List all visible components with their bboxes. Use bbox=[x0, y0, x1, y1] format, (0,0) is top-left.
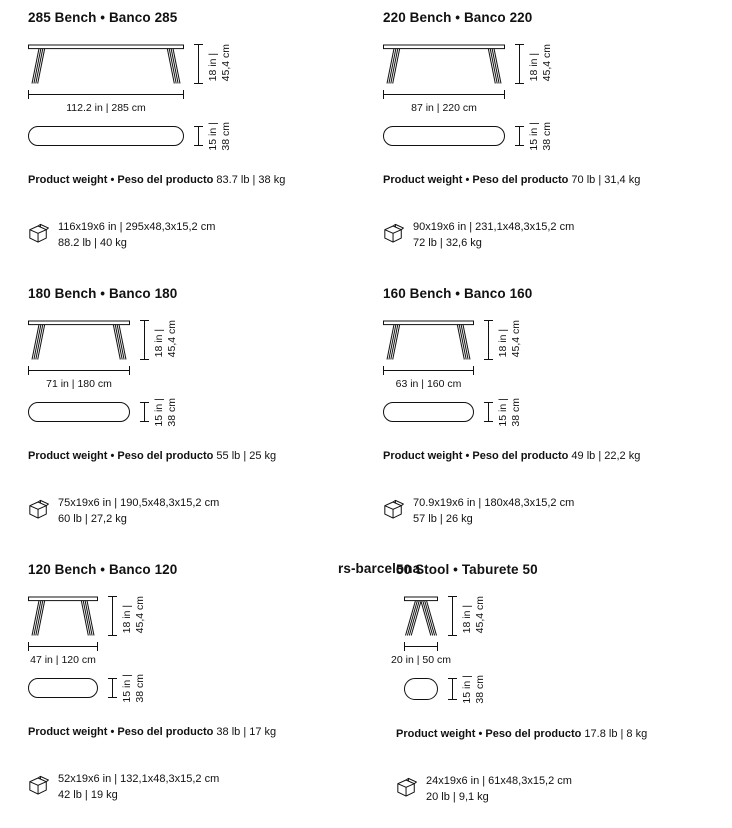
drawing-area bbox=[28, 320, 366, 427]
product-section bbox=[0, 276, 366, 552]
top-view-drawing bbox=[404, 678, 438, 700]
packaging-text bbox=[58, 496, 219, 527]
height-dimension-cm: 45,4 cm bbox=[541, 44, 554, 82]
packaging-row bbox=[383, 496, 732, 527]
width-dimension-line bbox=[28, 366, 130, 375]
product-weight-line bbox=[396, 728, 732, 740]
product-weight-label: Product weight • Peso del producto bbox=[383, 174, 572, 187]
package-weight: 60 lb | 27,2 kg bbox=[58, 512, 127, 525]
depth-dimension-line bbox=[484, 402, 493, 422]
top-view-row bbox=[383, 121, 732, 151]
packaging-text bbox=[426, 774, 572, 805]
height-dimension-line bbox=[515, 44, 524, 84]
depth-dimension-inches: 15 in | bbox=[461, 675, 473, 704]
height-dimension-line bbox=[448, 596, 457, 636]
depth-dimension-label bbox=[207, 122, 233, 151]
product-title: 50 Stool • Taburete 50 bbox=[396, 562, 538, 577]
depth-dimension-label bbox=[153, 398, 179, 427]
width-dimension-label: 47 in | 120 cm bbox=[30, 654, 96, 667]
drawing-area bbox=[391, 596, 732, 704]
depth-dimension-inches: 15 in | bbox=[121, 674, 133, 703]
product-title: 220 Bench • Banco 220 bbox=[383, 10, 533, 25]
brand-watermark: rs-barcelona bbox=[338, 561, 421, 576]
packaging-row bbox=[28, 496, 366, 527]
product-weight-label: Product weight • Peso del producto bbox=[28, 174, 217, 187]
product-weight-line bbox=[28, 450, 366, 462]
side-view-drawing bbox=[28, 320, 130, 360]
product-weight-value: 38 lb | 17 kg bbox=[216, 726, 277, 739]
width-dimension-line bbox=[383, 90, 505, 99]
product-weight-line bbox=[383, 450, 732, 462]
package-weight: 88.2 lb | 40 kg bbox=[58, 236, 127, 249]
product-weight-value: 70 lb | 31,4 kg bbox=[571, 174, 641, 187]
packaging-text bbox=[58, 220, 215, 251]
product-weight-label: Product weight • Peso del producto bbox=[28, 450, 217, 463]
width-dimension-label-wrap bbox=[28, 654, 98, 666]
product-section bbox=[366, 276, 732, 552]
package-weight: 20 lb | 9,1 kg bbox=[426, 790, 489, 803]
drawing-area bbox=[383, 320, 732, 427]
package-box-icon bbox=[28, 496, 49, 521]
side-view-row bbox=[28, 596, 366, 636]
top-view-row bbox=[28, 397, 366, 427]
product-section bbox=[366, 0, 732, 276]
width-dimension-label-wrap bbox=[383, 378, 474, 390]
height-dimension-line bbox=[194, 44, 203, 84]
product-weight-line bbox=[383, 174, 732, 186]
package-box-icon bbox=[383, 496, 404, 521]
width-dimension-label: 112.2 in | 285 cm bbox=[66, 102, 146, 115]
depth-dimension-inches: 15 in | bbox=[528, 122, 540, 151]
side-view-row bbox=[404, 596, 732, 636]
height-dimension-inches: 18 in | bbox=[461, 605, 473, 634]
product-weight-value: 83.7 lb | 38 kg bbox=[216, 174, 286, 187]
depth-dimension-line bbox=[140, 402, 149, 422]
side-view-row bbox=[28, 44, 366, 84]
top-view-drawing bbox=[28, 678, 98, 698]
product-weight-value: 17.8 lb | 8 kg bbox=[584, 728, 648, 741]
height-dimension-label bbox=[497, 320, 523, 357]
package-dimensions: 24x19x6 in | 61x48,3x15,2 cm bbox=[426, 775, 572, 788]
height-dimension-inches: 18 in | bbox=[121, 605, 133, 634]
width-dimension-label-wrap bbox=[391, 654, 451, 667]
height-dimension-cm: 45,4 cm bbox=[510, 320, 523, 358]
height-dimension-label bbox=[207, 44, 233, 81]
packaging-row bbox=[383, 220, 732, 251]
width-dimension-label: 87 in | 220 cm bbox=[411, 102, 477, 115]
package-weight: 57 lb | 26 kg bbox=[413, 512, 473, 525]
height-dimension-inches: 18 in | bbox=[153, 329, 165, 358]
height-dimension-label bbox=[461, 596, 487, 633]
depth-dimension-label bbox=[121, 674, 147, 703]
depth-dimension-cm: 38 cm bbox=[134, 673, 147, 703]
width-dimension-line bbox=[383, 366, 474, 375]
product-section bbox=[0, 552, 366, 828]
package-weight: 42 lb | 19 kg bbox=[58, 788, 118, 801]
product-weight-line bbox=[28, 174, 366, 186]
top-view-row bbox=[404, 674, 732, 704]
side-view-drawing bbox=[383, 320, 474, 360]
top-view-row bbox=[383, 397, 732, 427]
side-view-drawing bbox=[404, 596, 438, 636]
depth-dimension-line bbox=[448, 678, 457, 700]
package-dimensions: 90x19x6 in | 231,1x48,3x15,2 cm bbox=[413, 221, 575, 234]
depth-dimension-cm: 38 cm bbox=[220, 121, 233, 151]
package-dimensions: 116x19x6 in | 295x48,3x15,2 cm bbox=[58, 221, 216, 234]
height-dimension-line bbox=[140, 320, 149, 360]
packaging-row bbox=[28, 772, 366, 803]
top-view-drawing bbox=[383, 126, 505, 146]
drawing-area bbox=[383, 44, 732, 151]
height-dimension-label bbox=[528, 44, 554, 81]
depth-dimension-inches: 15 in | bbox=[207, 122, 219, 151]
product-title: 180 Bench • Banco 180 bbox=[28, 286, 178, 301]
product-title: 160 Bench • Banco 160 bbox=[383, 286, 533, 301]
packaging-text bbox=[413, 496, 574, 527]
top-view-row bbox=[28, 673, 366, 703]
top-view-row bbox=[28, 121, 366, 151]
package-box-icon bbox=[396, 774, 417, 799]
height-dimension-cm: 45,4 cm bbox=[474, 596, 487, 634]
product-section bbox=[0, 0, 366, 276]
product-weight-line bbox=[28, 726, 366, 738]
side-view-row bbox=[383, 44, 732, 84]
width-dimension-line bbox=[28, 642, 98, 651]
top-view-drawing bbox=[28, 402, 130, 422]
packaging-text bbox=[58, 772, 219, 803]
depth-dimension-line bbox=[108, 678, 117, 698]
top-view-drawing bbox=[28, 126, 184, 146]
width-dimension-label: 71 in | 180 cm bbox=[46, 378, 112, 391]
product-weight-label: Product weight • Peso del producto bbox=[383, 450, 572, 463]
depth-dimension-label bbox=[528, 122, 554, 151]
height-dimension-line bbox=[484, 320, 493, 360]
width-dimension-label: 20 in | 50 cm bbox=[391, 654, 451, 667]
product-weight-value: 49 lb | 22,2 kg bbox=[571, 450, 641, 463]
height-dimension-cm: 45,4 cm bbox=[134, 596, 147, 634]
product-title: 120 Bench • Banco 120 bbox=[28, 562, 178, 577]
depth-dimension-cm: 38 cm bbox=[541, 121, 554, 151]
height-dimension-label bbox=[121, 596, 147, 633]
side-view-drawing bbox=[28, 596, 98, 636]
height-dimension-inches: 18 in | bbox=[497, 329, 509, 358]
depth-dimension-label bbox=[461, 675, 487, 704]
depth-dimension-line bbox=[515, 126, 524, 146]
width-dimension-label: 63 in | 160 cm bbox=[395, 378, 462, 391]
package-dimensions: 52x19x6 in | 132,1x48,3x15,2 cm bbox=[58, 773, 220, 786]
product-title: 285 Bench • Banco 285 bbox=[28, 10, 178, 25]
side-view-drawing bbox=[28, 44, 184, 84]
height-dimension-cm: 45,4 cm bbox=[166, 320, 179, 358]
product-weight-label: Product weight • Peso del producto bbox=[396, 728, 585, 741]
drawing-area bbox=[28, 596, 366, 703]
side-view-row bbox=[28, 320, 366, 360]
width-dimension-label-wrap bbox=[28, 102, 184, 114]
width-dimension-line bbox=[28, 90, 184, 99]
height-dimension-label bbox=[153, 320, 179, 357]
depth-dimension-inches: 15 in | bbox=[153, 398, 165, 427]
width-dimension-label-wrap bbox=[28, 378, 130, 390]
height-dimension-inches: 18 in | bbox=[528, 53, 540, 82]
width-dimension-line bbox=[404, 642, 438, 651]
product-weight-value: 55 lb | 25 kg bbox=[216, 450, 277, 463]
packaging-row bbox=[396, 774, 732, 805]
depth-dimension-label bbox=[497, 398, 523, 427]
height-dimension-cm: 45,4 cm bbox=[220, 44, 233, 82]
package-weight: 72 lb | 32,6 kg bbox=[413, 236, 482, 249]
side-view-drawing bbox=[383, 44, 505, 84]
width-dimension-label-wrap bbox=[383, 102, 505, 114]
depth-dimension-cm: 38 cm bbox=[510, 397, 523, 427]
package-box-icon bbox=[28, 772, 49, 797]
product-section bbox=[366, 552, 732, 828]
side-view-row bbox=[383, 320, 732, 360]
depth-dimension-cm: 38 cm bbox=[166, 397, 179, 427]
depth-dimension-inches: 15 in | bbox=[497, 398, 509, 427]
depth-dimension-cm: 38 cm bbox=[474, 674, 487, 704]
height-dimension-inches: 18 in | bbox=[207, 53, 219, 82]
packaging-row bbox=[28, 220, 366, 251]
package-box-icon bbox=[28, 220, 49, 245]
drawing-area bbox=[28, 44, 366, 151]
packaging-text bbox=[413, 220, 574, 251]
top-view-drawing bbox=[383, 402, 474, 422]
package-dimensions: 70.9x19x6 in | 180x48,3x15,2 cm bbox=[413, 497, 575, 510]
height-dimension-line bbox=[108, 596, 117, 636]
package-dimensions: 75x19x6 in | 190,5x48,3x15,2 cm bbox=[58, 497, 220, 510]
package-box-icon bbox=[383, 220, 404, 245]
product-weight-label: Product weight • Peso del producto bbox=[28, 726, 217, 739]
depth-dimension-line bbox=[194, 126, 203, 146]
